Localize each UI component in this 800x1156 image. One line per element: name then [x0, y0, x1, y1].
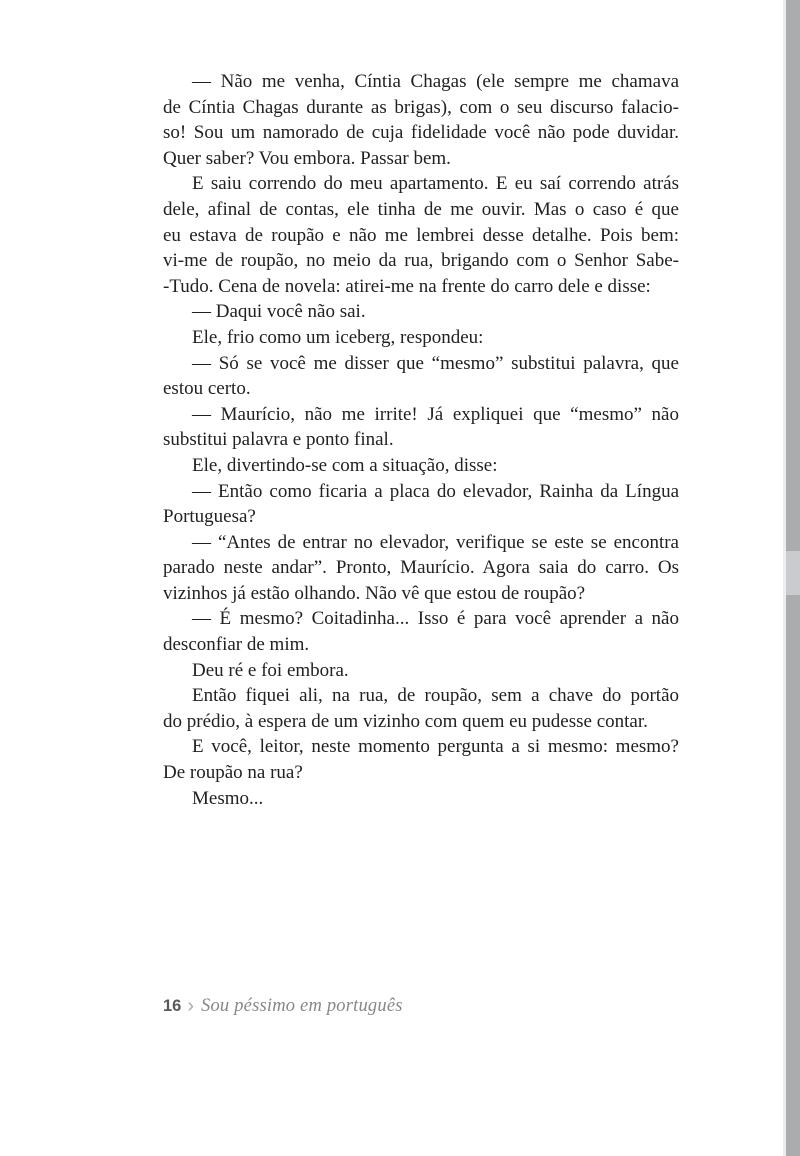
text-line: dele, afinal de contas, ele tinha de me ouvir. Mas o caso é que — [163, 198, 679, 220]
text-line: -Tudo. Cena de novela: atirei-me na frente do carro dele e disse: — [163, 275, 651, 297]
text-line: — Só se você me disser que “mesmo” substitui palavra, que — [192, 352, 679, 374]
text-line: substitui palavra e ponto final. — [163, 429, 394, 451]
scrollbar-track[interactable] — [786, 0, 800, 1156]
text-line: parado neste andar”. Pronto, Maurício. Agora saia do carro. Os — [163, 557, 679, 579]
text-line: E você, leitor, neste momento pergunta a si mesmo: mesmo? — [192, 736, 679, 758]
page-footer — [163, 996, 403, 1017]
text-block — [163, 69, 679, 811]
text-line: so! Sou um namorado de cuja fidelidade você não pode duvidar. — [163, 122, 679, 144]
scrollbar-thumb[interactable] — [786, 551, 800, 595]
text-line: de Cíntia Chagas durante as brigas), com o seu discurso falacio- — [163, 96, 679, 118]
text-line: Portuguesa? — [163, 506, 256, 528]
text-line: E saiu correndo do meu apartamento. E eu saí correndo atrás — [192, 173, 679, 195]
text-line: Então fiquei ali, na rua, de roupão, sem a chave do portão — [192, 685, 679, 707]
text-line: — Não me venha, Cíntia Chagas (ele sempre me chamava — [192, 71, 679, 92]
text-line: Ele, divertindo-se com a situação, disse: — [192, 454, 498, 476]
text-line: desconfiar de mim. — [163, 634, 310, 656]
text-line: — Maurício, não me irrite! Já expliquei que “mesmo” não — [192, 403, 679, 425]
text-line: Deu ré e foi embora. — [192, 659, 349, 681]
text-line: — Então como ficaria a placa do elevador, Rainha da Língua — [192, 480, 679, 502]
text-line: estou certo. — [163, 378, 251, 400]
page-number: 16 — [163, 997, 182, 1015]
text-line: — “Antes de entrar no elevador, verifique se este se encontra — [192, 531, 679, 553]
text-line: eu estava de roupão e não me lembrei desse detalhe. Pois bem: — [163, 224, 679, 246]
text-line: — Daqui você não sai. — [192, 301, 366, 323]
text-line: De roupão na rua? — [163, 762, 303, 784]
chevron-right-icon: › — [187, 995, 195, 1017]
book-title: Sou péssimo em português — [201, 996, 403, 1016]
text-line: Quer saber? Vou embora. Passar bem. — [163, 147, 451, 169]
text-line: do prédio, à espera de um vizinho com quem eu pudesse contar. — [163, 710, 648, 732]
text-line: vizinhos já estão olhando. Não vê que estou de roupão? — [163, 582, 586, 604]
text-line: Ele, frio como um iceberg, respondeu: — [192, 326, 484, 348]
text-line: — É mesmo? Coitadinha... Isso é para você aprender a não — [192, 608, 679, 630]
text-line: Mesmo... — [192, 787, 264, 809]
text-line: vi-me de roupão, no meio da rua, brigando com o Senhor Sabe- — [163, 250, 679, 272]
